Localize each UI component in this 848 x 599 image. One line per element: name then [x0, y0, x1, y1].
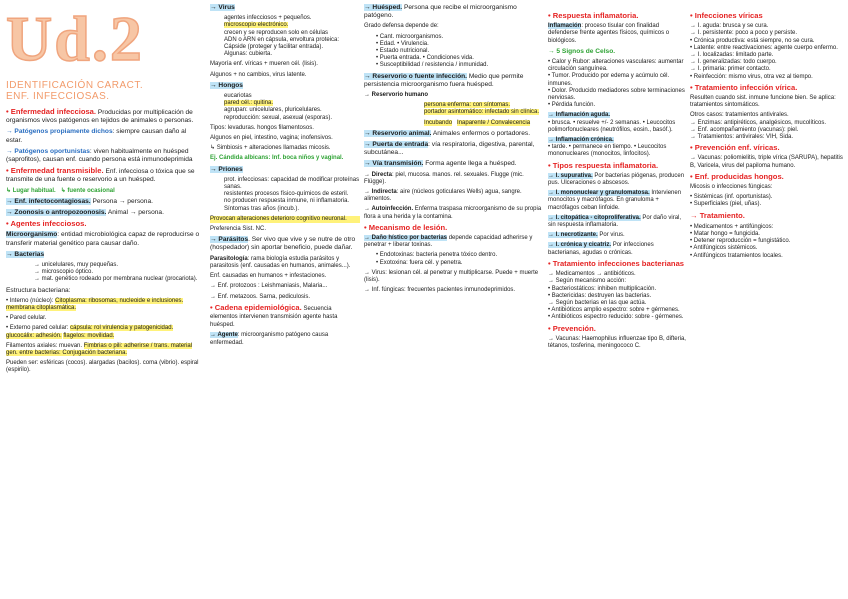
interno-label: • Interno (núcleo):: [6, 297, 54, 304]
enf-causadas: Enf. causadas en humanos + infestaciones.: [210, 273, 327, 280]
trat-virica-item: → Enzimas: antipiréticos, analgésicos, mucolíticos.: [690, 119, 827, 126]
fuente-ocasional: ↳ fuente ocasional: [60, 187, 115, 194]
virus-item: crecen y se reproducen solo en células: [224, 29, 329, 36]
virica-item: → I. primaria: primer contacto.: [690, 66, 771, 73]
heading-agentes: • Agentes infecciosos.: [6, 219, 87, 229]
heading-cadena: • Cadena epidemiológica.: [210, 302, 302, 312]
parasitologia-text: : rama biología estudia parásitos y parasitosis (enf. causadas en humanos, animales...).: [210, 255, 351, 269]
zoonosis-label: → Zoonosis o antropozoonosis.: [6, 209, 107, 217]
reservorio-humano: → Reservorio humano: [364, 92, 429, 99]
virica-item: → I. generalizadas: todo cuerpo.: [690, 59, 777, 66]
signo-item: • Dolor. Producido mediadores sobre terminaciones nerviosas.: [548, 87, 685, 102]
trat-hongos-item: • Antifúngicos tratamientos locales.: [690, 252, 783, 259]
hongos-item: agrupan: unicelulares, pluricelulares.: [224, 107, 322, 114]
tratamiento-item: → Según mecanismo acción:: [548, 278, 627, 285]
trat-hongos-item: • Medicamentos + antifúngicos:: [690, 223, 774, 230]
externo-label: • Externo pared celular:: [6, 325, 69, 332]
reservorio-animal-label: → Reservorio animal.: [364, 129, 432, 137]
column-4: [548, 12, 688, 353]
heading-enf-hongos: • Enf. producidas hongos.: [690, 171, 784, 181]
inf-fungicas: → Inf. fúngicas: frecuentes pacientes inmunodeprimidos.: [364, 287, 516, 294]
column-5: [690, 12, 844, 263]
preferencia-snc: Preferencia Sist. NC.: [210, 226, 267, 233]
inflamacion-aguda: → Inflamación aguda.: [548, 112, 611, 119]
cadena-text: Secuencia elementos intervienen transmisión agente hasta huésped.: [210, 305, 338, 329]
heading-tratamiento-virica: • Tratamiento infección vírica.: [690, 82, 798, 92]
forma-item: espiral (espirilo).: [6, 360, 199, 374]
patogenos-dichos-label: → Patógenos propiamente dichos: [6, 128, 113, 136]
virus-label: → Virus: [210, 4, 235, 11]
bacterias-item: → mat. genético rodeado por membrana nuclear (procariota).: [34, 276, 198, 283]
tratamiento-item: → Según bacterias en las que actúa.: [548, 299, 647, 306]
tratamiento-item: → Medicamentos → antibióticos.: [548, 271, 636, 278]
grado-item: • Susceptibilidad / resistencia / inmunidad.: [376, 62, 489, 69]
virus-item: ADN o ARN en cápsula, envoltura proteica: Cápside (proteger y facilitar entrada).: [224, 36, 340, 51]
tratamiento-item: • Bacteriostáticos: inhiben multiplicación.: [548, 285, 657, 292]
enf-transmisible-text: Enf. infecciosa o tóxica que se transmite de una fuente o reservorio a un huésped.: [6, 168, 195, 184]
micosis-text: Micosis o infecciones fúngicas:: [690, 184, 773, 191]
inflamacion-text: : proceso tisular con finalidad defenderse frente agentes físicos, químicos o biológicos.: [548, 23, 670, 44]
column-2: → Virus agentes infecciosos + pequeños. microscopio electrónico. crecen y se reproducen solo en células ADN o ARN en cápsula, envoltura proteica: Cápside (proteger y facilitar entrada). Algunas: cubierta. Mayoría enf. víricas + mueren cél. (lisis). Algunos + no cambios, virus latente. → Hongos eucariotas pared cél.: quitina. agrupan: unicelulares, pluricelulares. reproducción: sexual, asexual (esporas). Tipos: levaduras. hongos filamentosos. Algunos en piel, intestino, vagina; inofensivos. ↳ Simbiosis + alteraciones llamadas micosis. Ej. Cándida albicans: Inf. boca niños y vaginal. → Priones prot. infecciosas: capacidad de modificar proteínas sanas. resistentes procesos físico-químicos de esteril. no producen respuesta inmune, ni inflamatoria. Síntomas tras años (incub.). Provocan alteraciones deterioro cognitivo neuronal. Preferencia Sist. NC. → Parásitos. Ser vivo que vive y se nutre de otro (hospedador) sin aportar beneficio, puede dañar. Parasitología: rama biología estudia parásitos y parasitosis (enf. causadas en humanos, animales...). Enf. causadas en humanos + infestaciones. → Enf. protozoos : Leishmaniasis, Malaria... → Enf. metazoos. Sarna, pediculosis. • Cadena epidemiológica. Secuencia elementos intervienen transmisión agente hasta huésped. → Agente: microorganismo patógeno causa enfermedad.: [210, 4, 360, 346]
trat-hongos-item: • Antifúngicos sistémicos.: [690, 245, 758, 252]
enf-metazoos: → Enf. metazoos. Sarna, pediculosis.: [210, 293, 311, 300]
trat-hongos-label: → Tratamiento.: [690, 210, 745, 220]
trat-virica-item: → Tratamientos: antivirales: VIH, Sida.: [690, 134, 794, 141]
grado-item: • Puerta entrada. • Condiciones vida.: [376, 55, 474, 62]
reservorio-animal-text: Animales enfermos o portadores.: [432, 129, 531, 137]
directa-item: manos.: [432, 171, 453, 178]
virus-lesion: → Virus: lesionan cél. al penetrar y multiplicarse. Puede + muerte (lisis).: [364, 269, 539, 284]
heading-infecciones-viricas: • Infecciones víricas: [690, 11, 763, 20]
bacterias-item: → microscopio óptico.: [34, 269, 94, 276]
inflamacion-cronica: → Inflamación crónica.: [548, 137, 614, 144]
virica-item: → I. aguda: brusca y se cura.: [690, 23, 769, 30]
citopatica-text: Por daño viral, sin respuesta inflamatoria.: [548, 214, 682, 229]
subtitle-identificacion: IDENTIFICACIÓN CARACT.: [6, 80, 144, 91]
indirecta-label: → Indirecta: [364, 189, 397, 196]
patogenos-dichos-text: : siempre causan daño al estar.: [6, 128, 187, 144]
directa-item: piel, mucosa.: [395, 171, 431, 178]
tratamiento-item: • Antibióticos amplio espectro: sobre + gérmenes.: [548, 307, 680, 314]
inaparente: Inaparente / Convalecencia: [457, 119, 531, 126]
directa-item: rel. sexuales.: [453, 171, 490, 178]
huesped-label: → Huésped.: [364, 4, 403, 11]
huesped-text: Persona que recibe el microorganismo patógeno.: [364, 4, 517, 20]
heading-enf-transmisible: • Enfermedad transmisible.: [6, 166, 104, 176]
trat-hongos-item: • Matar hongo = fungicida.: [690, 231, 760, 238]
virica-item: • Reinfección: mismo virus, otra vez al tiempo.: [690, 73, 813, 80]
hongos-item: eucariotas: [224, 93, 252, 100]
signo-item: • Tumor. Producido por edema y acúmulo cél. inmunes.: [548, 73, 670, 87]
virica-item: → I. localizadas: limitado parte.: [690, 52, 774, 59]
necrotizante-text: Por virus.: [599, 232, 625, 239]
grado-item: • Estado nutricional.: [376, 48, 430, 55]
agente-label: → Agente: [210, 332, 238, 339]
via-transmision-label: → Vía transmisión.: [364, 160, 424, 168]
column-1: Ud.2 IDENTIFICACIÓN CARACT. ENF. INFECCIOSAS. • Enfermedad infecciosa. Producidas por multiplicación de organismos vivos patógenos en tejidos de animales o personas. → Patógenos propiamente dichos: siempre causan daño al estar. → Patógenos oportunistas: viven habitualmente en huésped (saprofitos), causan enf. cuando persona está inmunodeprimida • Enfermedad transmisible. Enf. infecciosa o tóxica que se transmite de una fuente o reservorio a un huésped. ↳ Lugar habitual. ↳ fuente ocasional → Enf. infectocontagiosas. Persona → persona. → Zoonosis o antropozoonosis. Animal → persona. • Agentes infecciosos. Microorganismo: entidad microbiológica capaz de reproducirse o transferir material genético para causar daño. → Bacterias → unicelulares, muy pequeñas. → microscopio óptico. → mat. genético rodeado por membrana nuclear (procariota). Estructura bacteriana: • Interno (núcleo): Citoplasma: ribosomas, nucleoide e inclusiones. membrana citoplasmática. • Pared celular. • Externo pared celular: cápsula: rol virulencia y patogenicidad. glucocálix: adhesión. flagelos: movilidad. Filamentos axiales: muevan. Fimbrias o pili: adherirse / trans. material gen. entre bacterias: Conjugación bacteriana. Pueden ser: esféricas (cocos). alargadas (bacilos). coma (vibrio). espiral (espirilo).: [6, 0, 202, 378]
priones-item: no producen respuesta inmune, ni inflamatoria.: [224, 198, 350, 205]
microorganismo-text: : entidad microbiológica capaz de reproducirse o transferir material genético para causar daño.: [6, 231, 200, 247]
candida-example: Ej. Cándida albicans: Inf. boca niños y vaginal.: [210, 155, 344, 162]
incubando: Incubando: [424, 119, 453, 126]
heading-prevencion: • Prevención.: [548, 323, 596, 333]
supurativa-label: → I. supurativa.: [548, 172, 593, 179]
cronica-item: • tarde.: [548, 144, 568, 151]
indirecta-item: aire (núcleos goticulares Wells): [400, 189, 484, 196]
mayoria-virus: Mayoría enf. víricas + mueren cél. (lisis).: [210, 61, 318, 68]
microorganismo-label: Microorganismo: [6, 231, 58, 239]
trat-virica-text: Resulten cuando sist. inmune funcione bien. Se aplica: tratamientos sintomáticos.: [690, 95, 836, 109]
estructura-bacteriana: Estructura bacteriana:: [6, 286, 71, 294]
cronica-cicatriz-text: Por infecciones bacterianas, agudas o crónicas.: [548, 242, 654, 256]
reservorio-text: Medio que permite persistencia microorganismo fuera huésped.: [364, 72, 524, 88]
heading-respuesta: • Respuesta inflamatoria.: [548, 11, 639, 20]
heading-enf-infecciosa: • Enfermedad infecciosa.: [6, 107, 97, 116]
hongos-label: → Hongos: [210, 81, 243, 89]
dano-item: • Endotoxinas: bacteria penetra tóxico dentro.: [376, 252, 498, 259]
forma-item: coma (vibrio).: [142, 360, 180, 367]
micosis-item: • Sistémicas (inf. oportunistas).: [690, 194, 773, 201]
tratamiento-item: • Antibióticos espectro reducido: sobre - gérmenes.: [548, 314, 684, 321]
trat-hongos-item: • Detener reproducción = fungistático.: [690, 238, 791, 245]
forma-item: esféricas (cocos).: [40, 360, 88, 367]
simbiosis-text: ↳ Simbiosis + alteraciones llamadas micosis.: [210, 145, 331, 152]
column-3: → Huésped. Persona que recibe el microorganismo patógeno. Grado defensa depende de: • Cant. microorganismos. • Edad. • Virulencia. • Estado nutricional. • Puerta entrada. • Condiciones vida. • Susceptibilidad / resistencia / inmunidad. → Reservorio o fuente infección. Medio que permite persistencia microorganismo fuera huésped. → Reservorio humano persona enferma: con síntomas. portador asintomático: infectado sin clínica. Incubando Inaparente / Convalecencia → Reservorio animal. Animales enfermos o portadores. → Puerta de entrada: vía respiratoria, digestiva, parental, subcutánea... → Vía transmisión. Forma agente llega a huésped. → Directa: piel, mucosa. manos. rel. sexuales. Flugge (mic. Flügge). → Indirecta: aire (núcleos goticulares Wells) agua, sangre. alimentos. → Autoinfección. Enferma traspasa microorganismo de su propia flora a una herida y la contamina. • Mecanismo de lesión. → Daño hístico por bacterias depende capacidad adherirse y penetrar + liberar toxinas. • Endotoxinas: bacteria penetra tóxico dentro. • Exotoxina: fuera cél. y penetra. → Virus: lesionan cél. al penetrar y multiplicarse. Puede + muerte (lisis). → Inf. fúngicas: frecuentes pacientes inmunodeprimidos.: [364, 4, 544, 298]
priones-label: → Priones: [210, 165, 243, 173]
priones-side-note: Provocan alteraciones deterioro cognitivo neuronal.: [210, 216, 360, 223]
cronica-item: • permanece en tiempo.: [568, 144, 633, 151]
zoonosis-text: Animal → persona.: [107, 209, 164, 217]
virus-item: agentes infecciosos + pequeños.: [224, 15, 312, 22]
grado-defensa: Grado defensa depende de:: [364, 23, 439, 30]
enf-infecciosa-text: Producidas por multiplicación de organismos vivos patógenos en tejidos de animales o personas.: [6, 109, 194, 125]
tratamiento-item: • Bactericidas: destruyen las bacterias.: [548, 292, 652, 299]
mononuclear-text: Intervienen monocitos y macrófagos. En granuloma + macrófagos ceban linfoide.: [548, 190, 682, 211]
grado-item: • Edad. • Virulencia.: [376, 40, 429, 47]
externo-item: cápsula: rol virulencia y patogenicidad.: [70, 325, 174, 332]
virus-item: microscopio electrónico.: [224, 22, 289, 29]
supurativa-text: Por bacterias piógenas, producen pus. Ulceraciones o abscesos.: [548, 172, 685, 187]
indirecta-item: alimentos.: [364, 196, 392, 203]
parasitos-text: . Ser vivo que vive y se nutre de otro (hospedador) sin aportar beneficio, puede dañar.: [210, 236, 356, 252]
puerta-entrada-label: → Puerta de entrada: [364, 141, 429, 149]
dano-text: depende capacidad adherirse y penetrar + liberar toxinas.: [364, 235, 533, 249]
mononuclear-label: → I. mononuclear y granulomatosa.: [548, 190, 650, 197]
enf-protozoos: → Enf. protozoos : Leishmaniasis, Malaria...: [210, 283, 328, 290]
pared-celular: • Pared celular.: [6, 315, 47, 322]
externo-item: flagelos: movilidad.: [63, 332, 115, 339]
priones-item: resistentes procesos físico-químicos de esteril.: [224, 191, 349, 198]
filamentos-axiales: Filamentos axiales: muevan.: [6, 342, 83, 349]
citopatica-label: → I. citopática - citoproliferativa.: [548, 214, 641, 221]
patogenos-oportunistas-text: : viven habitualmente en huésped (saprofitos), causan enf. cuando persona está inmunodeprimida: [6, 147, 193, 164]
tipos-label: Tipos: [210, 124, 225, 131]
fimbrias-text: Fimbrias o pili: adherirse / trans. material gen. entre bacterias: Conjugación bacteriana.: [6, 342, 193, 357]
trat-virica-item: → Enf. acompañamiento (vacunas): piel.: [690, 126, 799, 133]
heading-signos-celso: → 5 Signos de Celso.: [548, 47, 616, 55]
aguda-item: • brusca.: [548, 119, 572, 126]
dano-label: → Daño hístico por bacterias: [364, 235, 448, 242]
virica-item: • Latente: entre reactivaciones: agente cuerpo enfermo.: [690, 44, 838, 51]
directa-label: → Directa: [364, 171, 393, 178]
membrana-text: membrana citoplasmática.: [6, 305, 77, 312]
bacterias-item: → unicelulares, muy pequeñas.: [34, 262, 119, 269]
autoinfeccion-label: → Autoinfección.: [364, 206, 414, 213]
autoinfeccion-text: Enferma traspasa microorganismo de su propia flora a una herida y la contamina.: [364, 206, 542, 220]
cronica-item: • Leucocitos mononucleares (monocitos, linfocitos).: [548, 144, 667, 158]
tipos-item: hongos filamentosos.: [257, 124, 314, 131]
priones-item: prot. infecciosas: capacidad de modificar proteínas sanas.: [224, 176, 360, 191]
prevencion-text: → Vacunas: Haemophilus influenzae tipo B, difteria, tétanos, tosferina, meningococo C.: [548, 335, 686, 349]
signo-item: • Calor y Rubor: alteraciones vasculares: aumentar circulación sanguínea.: [548, 59, 684, 73]
pueden-ser-label: Pueden ser: [6, 360, 37, 367]
aguda-item: • resuelve +/- 2 semanas.: [573, 119, 642, 126]
aguda-item: • Leucocitos polimorfonucleares (neutrófilos, eosin., basóf.).: [548, 119, 676, 133]
unit-title: Ud.2: [6, 3, 144, 74]
bacterias-label: → Bacterias: [6, 250, 45, 258]
patogenos-oportunistas-label: → Patógenos oportunistas: [6, 147, 90, 155]
heading-tratamiento-bacterianas: • Tratamiento infecciones bacterianas: [548, 258, 685, 268]
subtitle-enf-infecciosas: ENF. INFECCIOSAS.: [6, 91, 110, 102]
citoplasma-text: Citoplasma: ribosomas, nucleoide e inclusiones.: [55, 297, 184, 304]
trat-virica-item: Otros casos: tratamientos antivirales.: [690, 112, 789, 119]
via-transmision-text: Forma agente llega a huésped.: [425, 160, 517, 168]
reservorio-label: → Reservorio o fuente infección.: [364, 72, 467, 80]
tipos-item: levaduras.: [227, 124, 256, 131]
algunos-virus: Algunos + no cambios, virus latente.: [210, 71, 307, 78]
heading-tipos-respuesta: • Tipos respuesta inflamatoria.: [548, 160, 659, 170]
priones-item: Síntomas tras años (incub.).: [224, 205, 300, 212]
signo-item: • Pérdida función.: [548, 102, 596, 109]
micosis-item: • Superficiales (piel, uñas).: [690, 201, 762, 208]
indirecta-item: agua, sangre.: [484, 189, 522, 196]
lugar-habitual: ↳ Lugar habitual.: [6, 187, 56, 194]
directa-item: Flugge (mic. Flügge).: [364, 171, 524, 185]
grado-item: • Cant. microorganismos.: [376, 33, 444, 40]
puerta-entrada-text: : vía respiratoria, digestiva, parental, subcutánea...: [364, 141, 535, 157]
inflamacion-label: Inflamación: [548, 23, 582, 30]
virica-item: → I. persistente: poco a poco y persiste.: [690, 30, 798, 37]
hongos-item: reproducción: sexual, asexual (esporas).: [224, 114, 333, 121]
virus-item: Algunas: cubierta.: [224, 51, 273, 58]
infectocontagiosas-label: → Enf. infectocontagiosas.: [6, 197, 91, 205]
parasitos-label: → Parásitos: [210, 236, 249, 244]
externo-item: glucocálix: adhesión.: [6, 332, 62, 339]
parasitologia-label: Parasitología: [210, 255, 248, 262]
forma-item: alargadas (bacilos).: [88, 360, 142, 367]
agente-text: : microorganismo patógeno causa enfermedad.: [210, 332, 329, 346]
cronica-cicatriz-label: → I. crónica y cicatriz.: [548, 242, 612, 249]
reservorio-item: portador asintomático: infectado sin clínica.: [424, 109, 540, 116]
prevencion-viricas-text: → Vacunas: poliomielitis, triple vírica (SARUPA), hepatitis B, Varicela, virus del papiloma humano.: [690, 155, 843, 169]
heading-mecanismo: • Mecanismo de lesión.: [364, 222, 448, 232]
virica-item: • Crónica productiva: está siempre, no se cura.: [690, 37, 815, 44]
hongos-item: pared cél.: quitina.: [224, 100, 274, 107]
reservorio-item: persona enferma: con síntomas.: [424, 102, 511, 109]
necrotizante-label: → I. necrotizante.: [548, 232, 598, 239]
infectocontagiosas-text: Persona → persona.: [92, 197, 153, 205]
algunos-hongos: Algunos en piel, intestino, vagina; inofensivos.: [210, 135, 333, 142]
dano-item: • Exotoxina: fuera cél. y penetra.: [376, 259, 463, 266]
heading-prevencion-viricas: • Prevención enf. víricas.: [690, 143, 780, 153]
